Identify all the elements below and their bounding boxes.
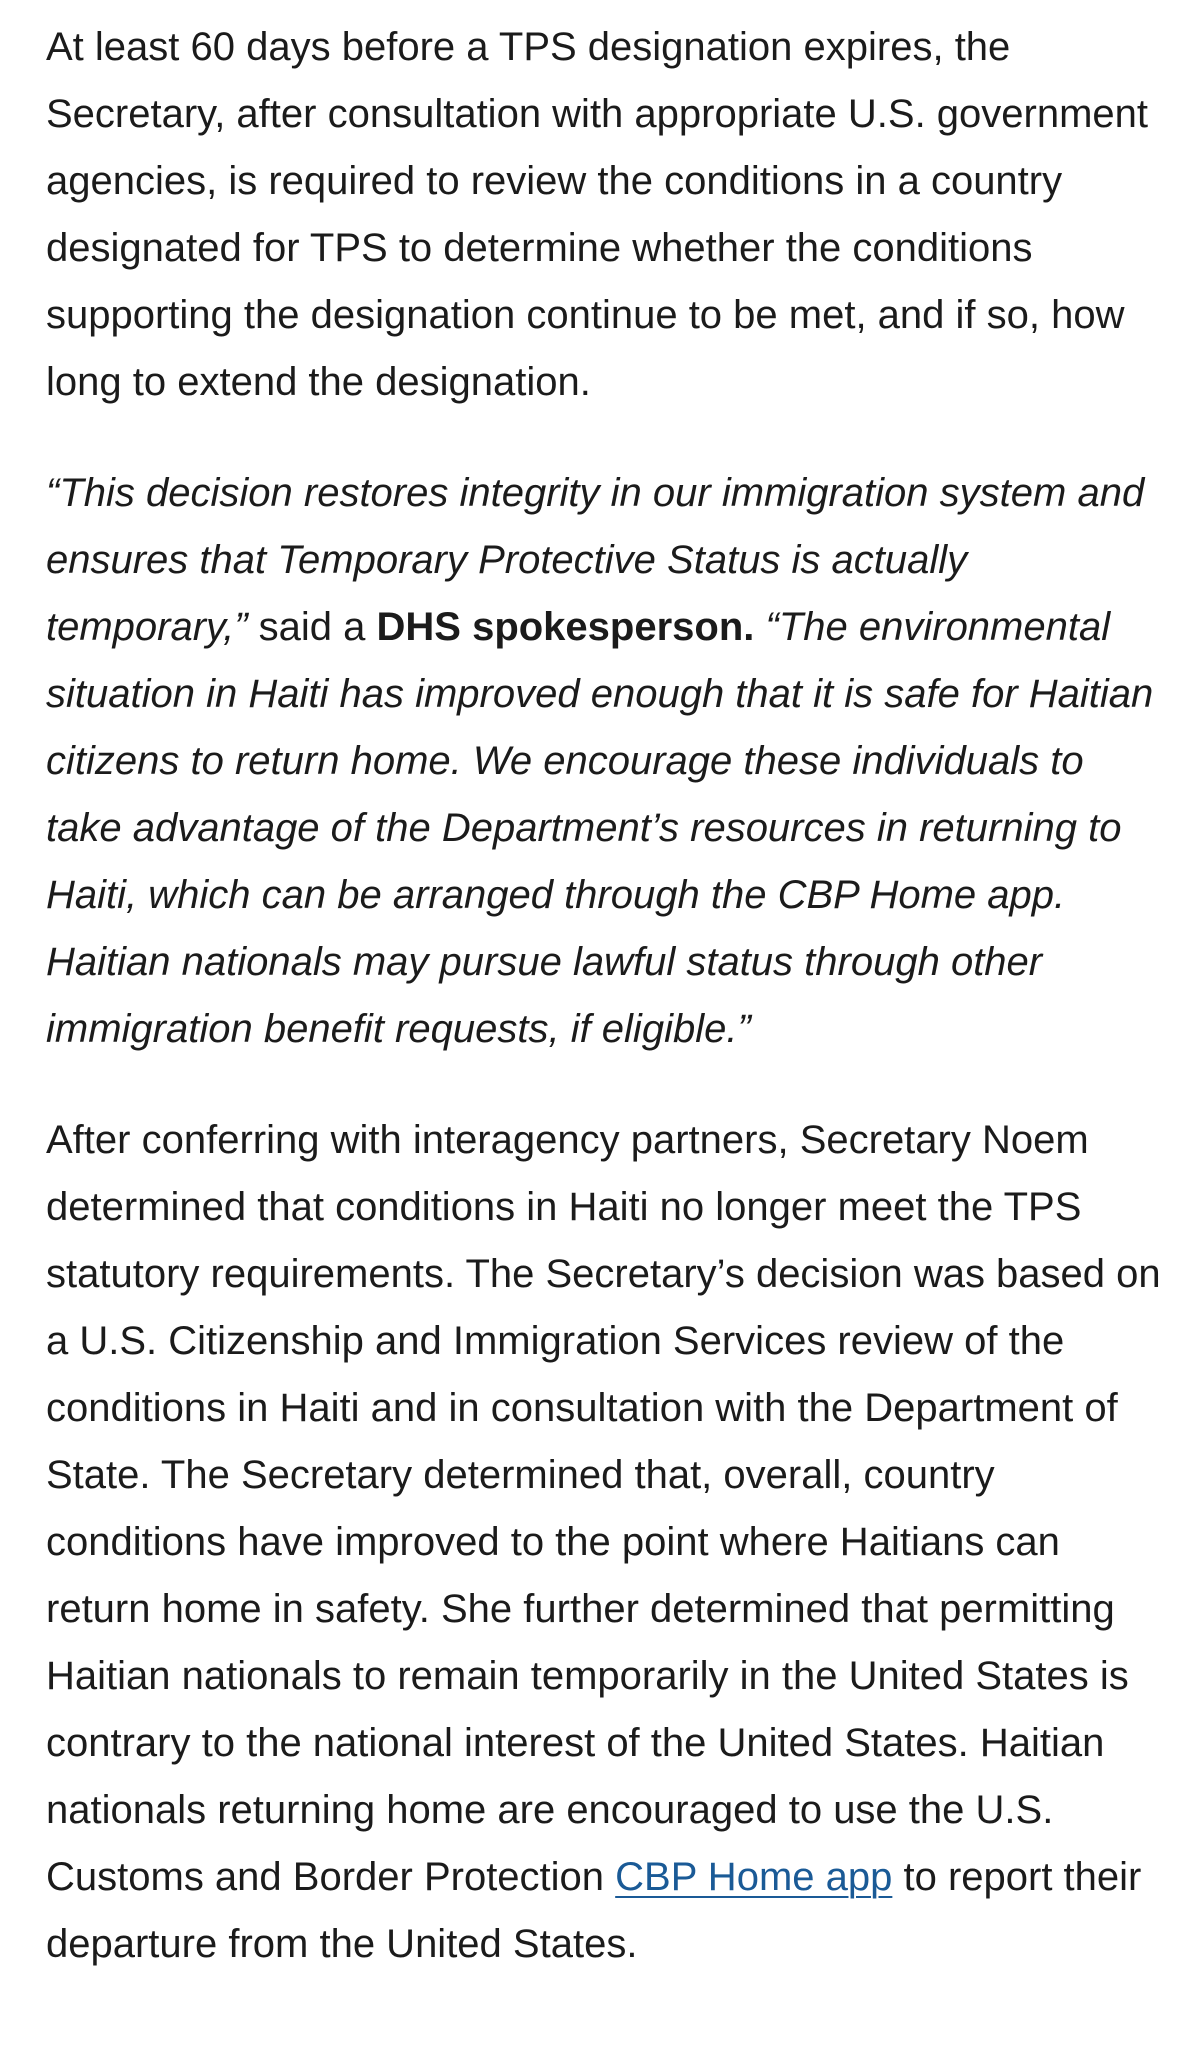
quote-continuation: “The environmental situation in Haiti has improved enough that it is safe for Haitian citizens to return home. We encourage these individuals to take advantage of the Department’s resources in returning to Haiti, which can be arranged through the CBP Home app. Haitian nationals may pursue lawful status through other immigration benefit requests, if eligible.” — [46, 605, 1154, 1051]
attribution-said: said a — [247, 605, 377, 649]
paragraph-dhs-quote — [46, 460, 1166, 1063]
decision-text: After conferring with interagency partners, Secretary Noem determined that conditions in Haiti no longer meet the TPS statutory requirements. The Secretary’s decision was based on a U.S. Citizenship and Immigration Services review of the conditions in Haiti and in consultation with the Department of State. The Secretary determined that, overall, country conditions have improved to the point where Haitians can return home in safety. She further determined that permitting Haitian nationals to remain temporarily in the United States is contrary to the national interest of the United States. Haitian nationals returning home are encouraged to use the U.S. Customs and Border Protection — [46, 1118, 1161, 1899]
quote-opening: “This decision restores integrity in our immigration system and ensures that Temporary Protective Status is actually temporary,” — [46, 471, 1145, 649]
speaker-name: DHS spokesperson. — [376, 605, 755, 649]
paragraph-secretary-decision — [46, 1107, 1166, 1978]
decision-text-end: to report their departure from the United States. — [46, 1855, 1142, 1966]
article-body — [46, 14, 1166, 2022]
cbp-home-app-link[interactable]: CBP Home app — [615, 1855, 893, 1899]
paragraph-tps-review: At least 60 days before a TPS designation expires, the Secretary, after consultation with appropriate U.S. government agencies, is required to review the conditions in a country designated for TPS to determine whether the conditions supporting the designation continue to be met, and if so, how long to extend the designation. — [46, 25, 1149, 404]
